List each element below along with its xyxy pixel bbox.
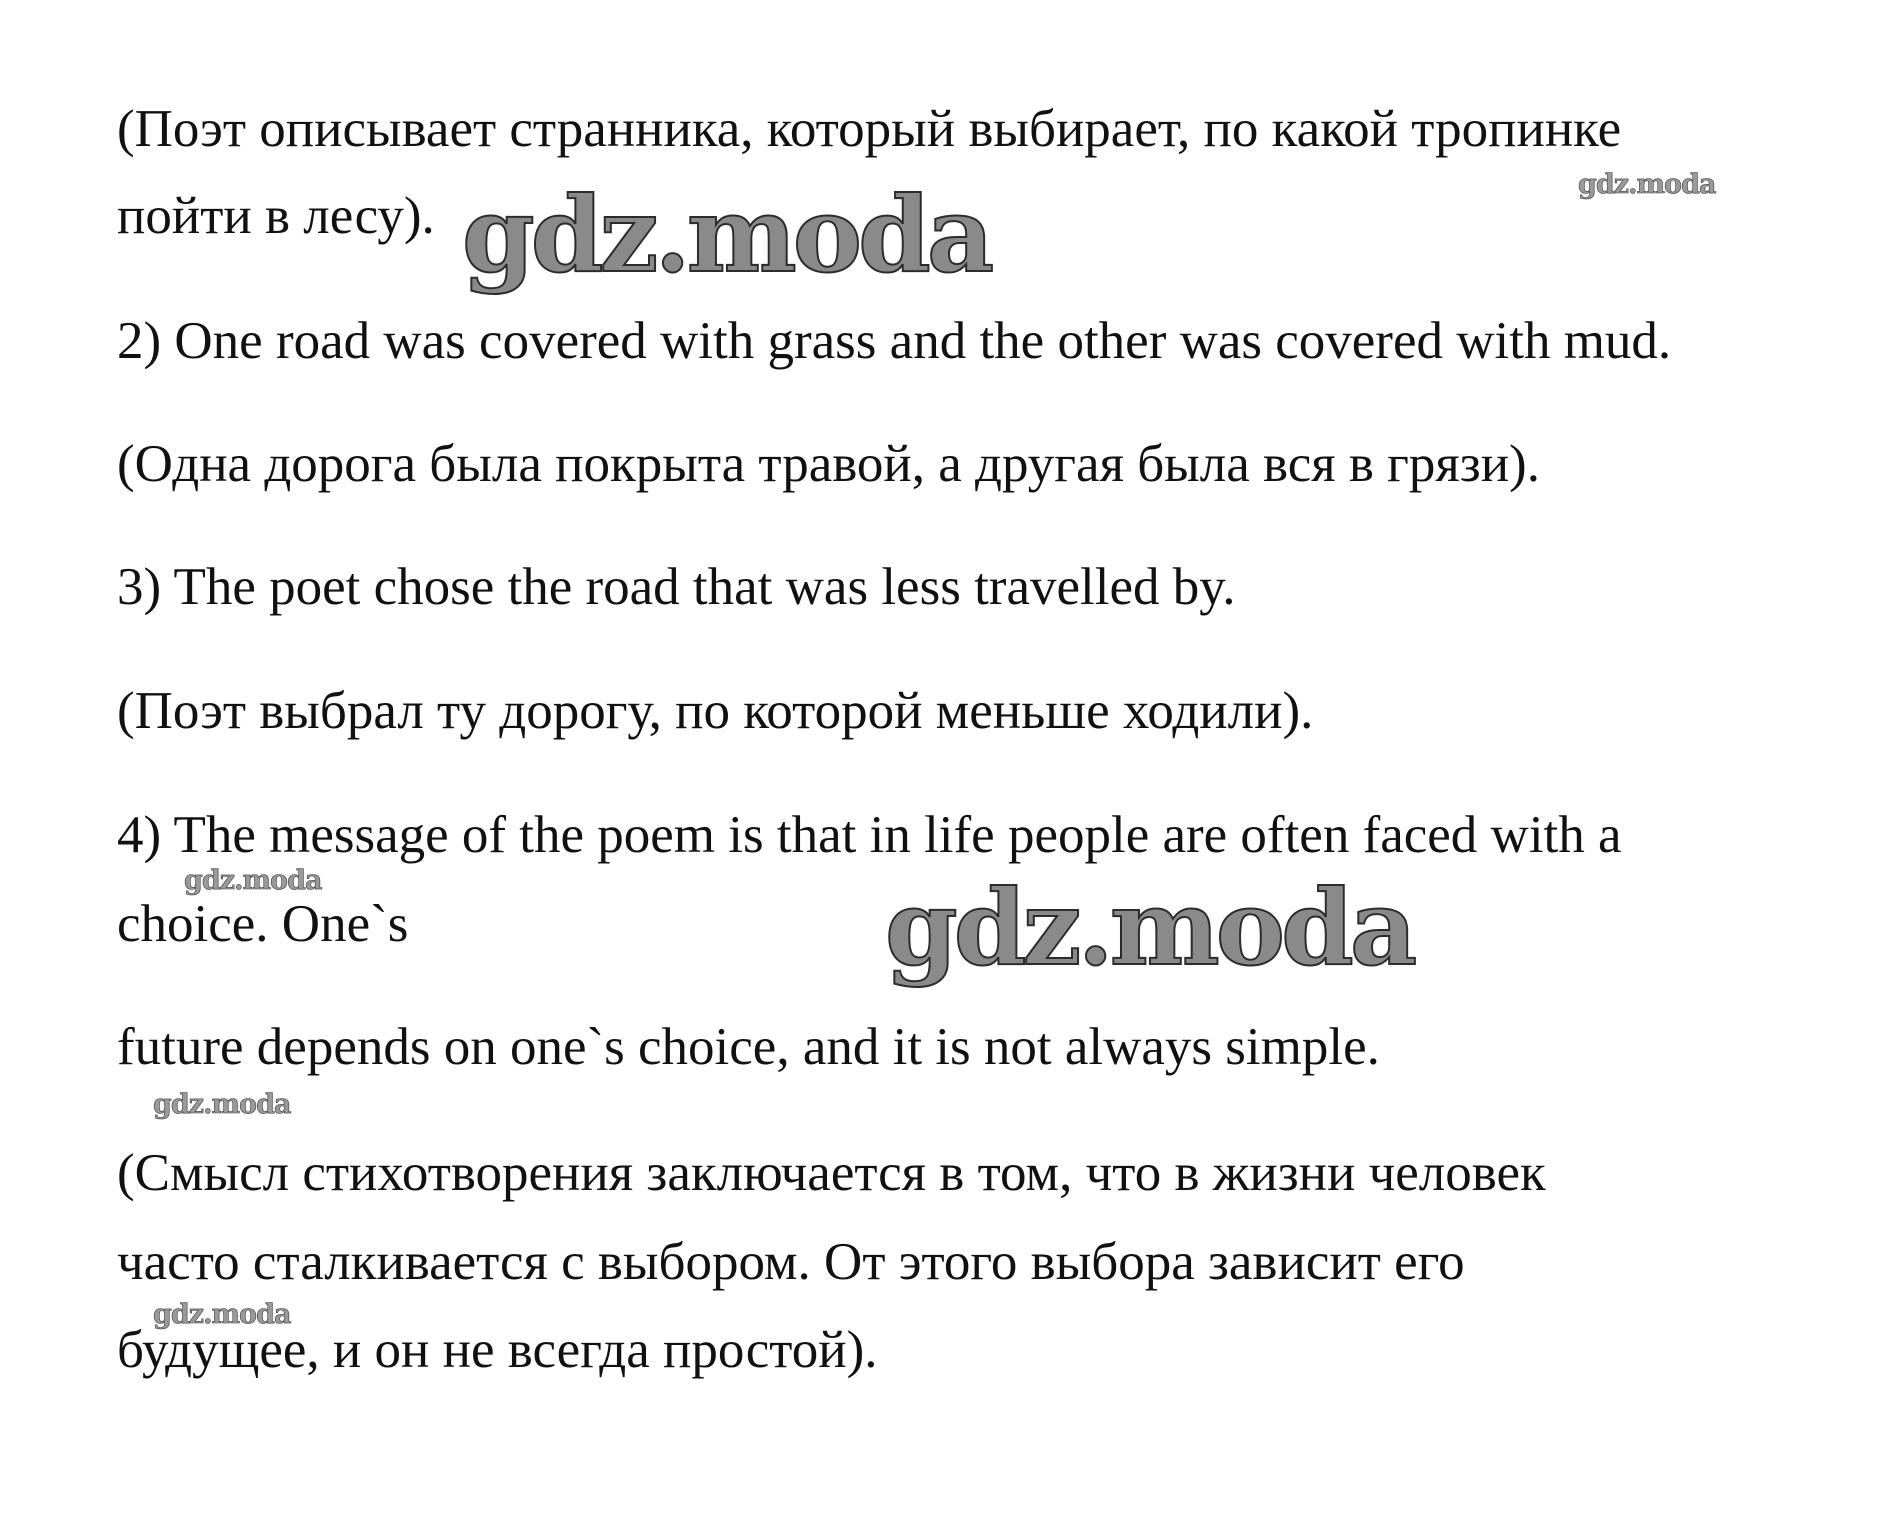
- watermark-large: gdz.moda: [462, 173, 991, 296]
- text-line-7: 4) The message of the poem is that in life people are often faced with a: [117, 806, 1622, 864]
- watermark-small: gdz.moda: [153, 1089, 291, 1120]
- text-line-4: (Одна дорога была покрыта травой, а другая была вся в грязи).: [117, 435, 1540, 493]
- text-line-11: часто сталкивается с выбором. От этого выбора зависит его: [117, 1233, 1465, 1291]
- watermark-small: gdz.moda: [1578, 169, 1716, 200]
- text-line-3: 2) One road was covered with grass and the other was covered with mud.: [117, 312, 1672, 370]
- text-line-5: 3) The poet chose the road that was less travelled by.: [117, 558, 1236, 616]
- watermark-small: gdz.moda: [153, 1299, 291, 1330]
- text-line-8: choice. One`s: [117, 895, 409, 953]
- text-line-6: (Поэт выбрал ту дорогу, по которой меньше ходили).: [117, 682, 1314, 740]
- text-line-9: future depends on one`s choice, and it is not always simple.: [117, 1018, 1380, 1076]
- watermark-small: gdz.moda: [184, 865, 322, 896]
- text-line-1: (Поэт описывает странника, который выбирает, по какой тропинке: [117, 100, 1622, 158]
- text-line-12: будущее, и он не всегда простой).: [117, 1321, 878, 1379]
- text-line-10: (Смысл стихотворения заключается в том, что в жизни человек: [117, 1144, 1546, 1202]
- watermark-large: gdz.moda: [885, 866, 1414, 989]
- text-line-2: пойти в лесу).: [117, 187, 435, 245]
